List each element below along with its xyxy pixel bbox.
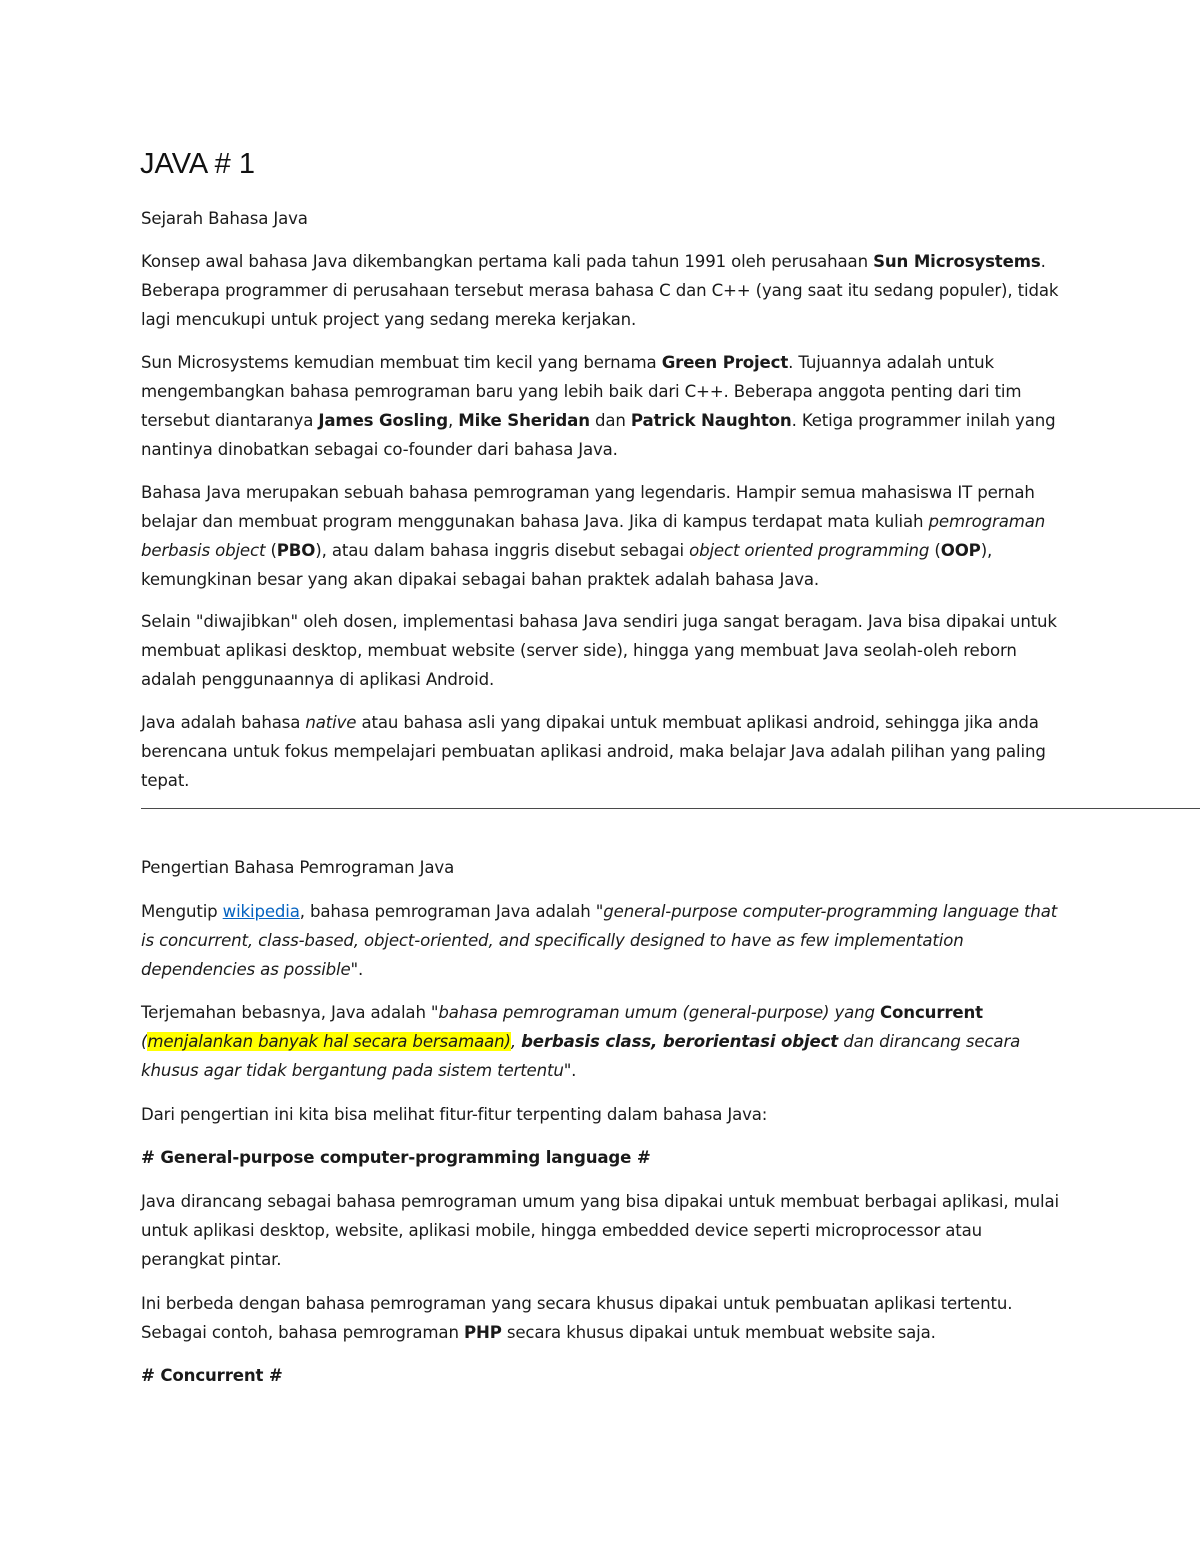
heading-general-purpose: # General-purpose computer-programming language # (141, 1148, 651, 1167)
paragraph-pengertian-1: Mengutip wikipedia, bahasa pemrograman Java adalah "general-purpose computer-programming language that is concurrent, class-based, object-oriented, and specifically designed to have as few implementation dependencies as possible". (141, 902, 1058, 979)
paragraph-sejarah-5: Java adalah bahasa native atau bahasa asli yang dipakai untuk membuat aplikasi android, sehingga jika anda berencana untuk fokus mempelajari pembuatan aplikasi android, maka belajar Java adalah pilihan yang paling tepat. (141, 713, 1046, 790)
heading-concurrent: # Concurrent # (141, 1366, 283, 1385)
paragraph-sejarah-3: Bahasa Java merupakan sebuah bahasa pemrograman yang legendaris. Hampir semua mahasiswa IT pernah belajar dan membuat program menggunakan bahasa Java. Jika di kampus terdapat mata kuliah pemrograman berbasis object (PBO), atau dalam bahasa inggris disebut sebagai object oriented programming (OOP), kemungkinan besar yang akan dipakai sebagai bahan praktek adalah bahasa Java. (141, 483, 1046, 589)
horizontal-rule (141, 808, 1200, 809)
paragraph-pengertian-2: Terjemahan bebasnya, Java adalah "bahasa pemrograman umum (general-purpose) yang Concurrent (menjalankan banyak hal secara bersamaan), berbasis class, berorientasi object dan dirancang secara khusus agar tidak bergantung pada sistem tertentu". (141, 1003, 1021, 1080)
paragraph-sejarah-1: Konsep awal bahasa Java dikembangkan pertama kali pada tahun 1991 oleh perusahaan Sun Microsystems. Beberapa programmer di perusahaan tersebut merasa bahasa C dan C++ (yang saat itu sedang populer), tidak lagi mencukupi untuk project yang sedang mereka kerjakan. (141, 252, 1059, 329)
document-title: JAVA # 1 (140, 148, 255, 180)
section-subtitle-sejarah: Sejarah Bahasa Java (141, 209, 308, 228)
paragraph-pengertian-5: Ini berbeda dengan bahasa pemrograman yang secara khusus dipakai untuk pembuatan aplikasi tertentu. Sebagai contoh, bahasa pemrograman PHP secara khusus dipakai untuk membuat website saja. (141, 1294, 1013, 1342)
paragraph-pengertian-3: Dari pengertian ini kita bisa melihat fitur-fitur terpenting dalam bahasa Java: (141, 1105, 768, 1124)
paragraph-pengertian-4: Java dirancang sebagai bahasa pemrograman umum yang bisa dipakai untuk membuat berbagai aplikasi, mulai untuk aplikasi desktop, website, aplikasi mobile, hingga embedded device seperti microprocessor atau perangkat pintar. (141, 1192, 1059, 1269)
section-subtitle-pengertian: Pengertian Bahasa Pemrograman Java (141, 858, 455, 877)
paragraph-sejarah-2: Sun Microsystems kemudian membuat tim kecil yang bernama Green Project. Tujuannya adalah untuk mengembangkan bahasa pemrograman baru yang lebih baik dari C++. Beberapa anggota penting dari tim tersebut diantaranya James Gosling, Mike Sheridan dan Patrick Naughton. Ketiga programmer inilah yang nantinya dinobatkan sebagai co-founder dari bahasa Java. (141, 353, 1056, 459)
paragraph-sejarah-4: Selain "diwajibkan" oleh dosen, implementasi bahasa Java sendiri juga sangat beragam. Java bisa dipakai untuk membuat aplikasi desktop, membuat website (server side), hingga yang membuat Java seolah-oleh reborn adalah penggunaannya di aplikasi Android. (141, 612, 1057, 689)
highlighted-text: menjalankan banyak hal secara bersamaan) (147, 1032, 511, 1051)
wikipedia-link[interactable]: wikipedia (222, 902, 300, 921)
